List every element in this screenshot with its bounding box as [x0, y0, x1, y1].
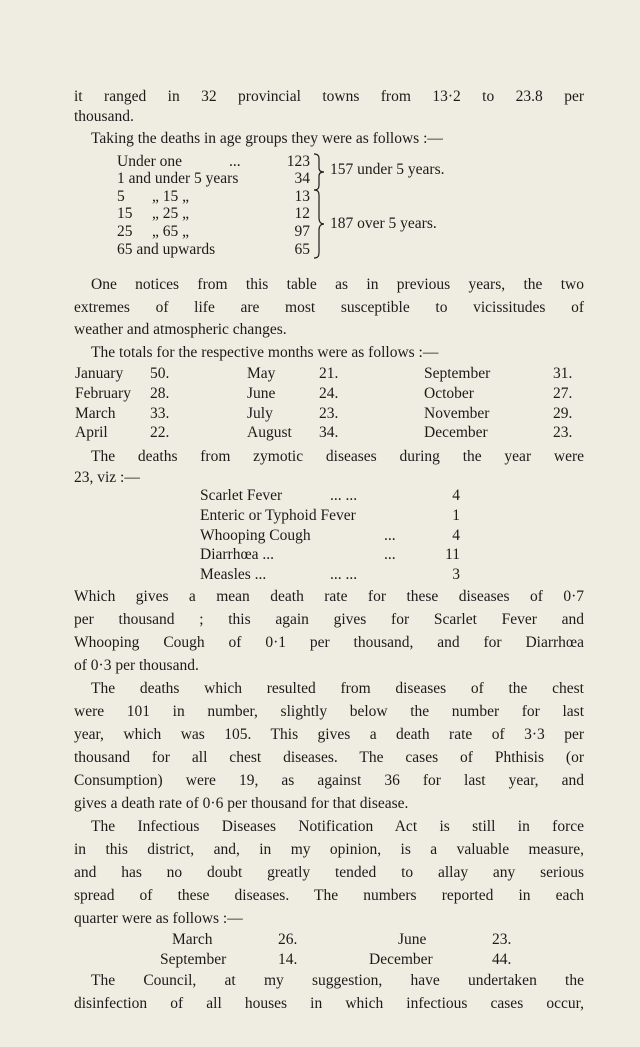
month-value: 27.	[553, 385, 573, 402]
month-value: 24.	[319, 385, 339, 402]
month-value: 29.	[553, 405, 573, 422]
quarter-month: September	[160, 951, 227, 968]
text-line: spread of these diseases. The numbers reported in each	[74, 887, 584, 904]
text-line: in this district, and, in my opinion, is a valuable measure,	[74, 841, 584, 858]
month-value: 22.	[150, 424, 170, 441]
month-name: April	[75, 424, 108, 441]
text-line: per thousand ; this again gives for Scarlet Fever and	[74, 611, 584, 628]
age-value: 97	[294, 223, 310, 240]
right-brace-icon	[312, 152, 326, 192]
month-name: July	[247, 405, 273, 422]
age-label: „ 15 „	[152, 188, 190, 205]
quarter-month: June	[398, 931, 427, 948]
month-name: February	[75, 385, 131, 402]
disease-dots: ...	[384, 546, 396, 563]
month-name: January	[75, 365, 124, 382]
text-line: thousand.	[74, 108, 134, 125]
age-summary-over: 187 over 5 years.	[330, 215, 437, 232]
age-value: 12	[294, 205, 310, 222]
month-name: May	[247, 365, 276, 382]
disease-dots: ... ...	[330, 566, 358, 583]
month-value: 31.	[553, 365, 573, 382]
text-line: thousand for all chest diseases. The cases of Phthisis (or	[74, 749, 584, 766]
age-label: 1 and under 5 years	[117, 170, 239, 187]
disease-value: 4	[452, 487, 460, 504]
text-line: The Infectious Diseases Notification Act is still in force	[91, 818, 584, 835]
age-groups-intro: Taking the deaths in age groups they were as follows :—	[91, 130, 443, 147]
disease-value: 1	[452, 507, 460, 524]
month-name: August	[247, 424, 292, 441]
disease-value: 3	[452, 566, 460, 583]
disease-dots: ... ...	[330, 487, 358, 504]
disease-name: Measles ...	[200, 566, 267, 583]
age-dots: ...	[229, 153, 241, 170]
disease-name: Scarlet Fever	[200, 487, 283, 504]
age-label: 15	[117, 205, 133, 222]
quarter-month: March	[172, 931, 213, 948]
age-label: 25	[117, 223, 133, 240]
month-value: 21.	[319, 365, 339, 382]
text-line: and has no doubt greatly tended to allay any serious	[74, 864, 584, 881]
right-brace-icon	[312, 188, 326, 260]
disease-name: Whooping Cough	[200, 527, 311, 544]
text-line: were 101 in number, slightly below the number for last	[74, 703, 584, 720]
age-value: 13	[294, 188, 310, 205]
age-label: 65 and upwards	[117, 241, 216, 258]
month-value: 34.	[319, 424, 339, 441]
quarter-month: December	[369, 951, 433, 968]
text-line: of 0·3 per thousand.	[74, 657, 199, 674]
disease-name: Diarrhœa ...	[200, 546, 275, 563]
text-line: disinfection of all houses in which infectious cases occur,	[74, 995, 584, 1012]
text-line: year, which was 105. This gives a death rate of 3·3 per	[74, 726, 584, 743]
text-line: gives a death rate of 0·6 per thousand for that disease.	[74, 795, 409, 812]
month-name: June	[247, 385, 276, 402]
age-value: 65	[294, 241, 310, 258]
text-line: quarter were as follows :—	[74, 910, 243, 927]
text-line: Which gives a mean death rate for these diseases of 0·7	[74, 588, 584, 605]
age-value: 34	[294, 170, 310, 187]
text-line: The deaths which resulted from diseases of the chest	[91, 680, 584, 697]
month-name: November	[424, 405, 490, 422]
disease-name: Enteric or Typhoid Fever	[200, 507, 356, 524]
age-label: 5	[117, 188, 125, 205]
month-value: 28.	[150, 385, 170, 402]
months-intro: The totals for the respective months were as follows :—	[91, 344, 439, 361]
age-value: 123	[286, 153, 310, 170]
text-line: Whooping Cough of 0·1 per thousand, and for Diarrhœa	[74, 634, 584, 651]
month-value: 23.	[553, 424, 573, 441]
quarter-value: 14.	[278, 951, 298, 968]
quarter-value: 26.	[278, 931, 298, 948]
quarter-value: 23.	[492, 931, 512, 948]
text-line: Consumption) were 19, as against 36 for last year, and	[74, 772, 584, 789]
month-name: March	[75, 405, 116, 422]
disease-value: 11	[445, 546, 460, 563]
month-name: September	[424, 365, 491, 382]
age-label: „ 25 „	[152, 205, 190, 222]
text-line: weather and atmospheric changes.	[74, 321, 287, 338]
month-name: October	[424, 385, 474, 402]
month-value: 23.	[319, 405, 339, 422]
age-summary-under: 157 under 5 years.	[330, 161, 445, 178]
month-name: December	[424, 424, 488, 441]
text-line: it ranged in 32 provincial towns from 13·2 to 23.8 per	[74, 88, 584, 105]
month-value: 33.	[150, 405, 170, 422]
text-line: extremes of life are most susceptible to vicissitudes of	[74, 299, 584, 316]
text-line: The deaths from zymotic diseases during the year were	[91, 448, 584, 465]
disease-value: 4	[452, 527, 460, 544]
age-label: Under one	[117, 153, 182, 170]
text-line: 23, viz :—	[74, 469, 140, 486]
month-value: 50.	[150, 365, 170, 382]
quarter-value: 44.	[492, 951, 512, 968]
age-label: „ 65 „	[152, 223, 190, 240]
disease-dots: ...	[384, 527, 396, 544]
text-line: The Council, at my suggestion, have undertaken the	[91, 972, 584, 989]
text-line: One notices from this table as in previous years, the two	[91, 276, 584, 293]
